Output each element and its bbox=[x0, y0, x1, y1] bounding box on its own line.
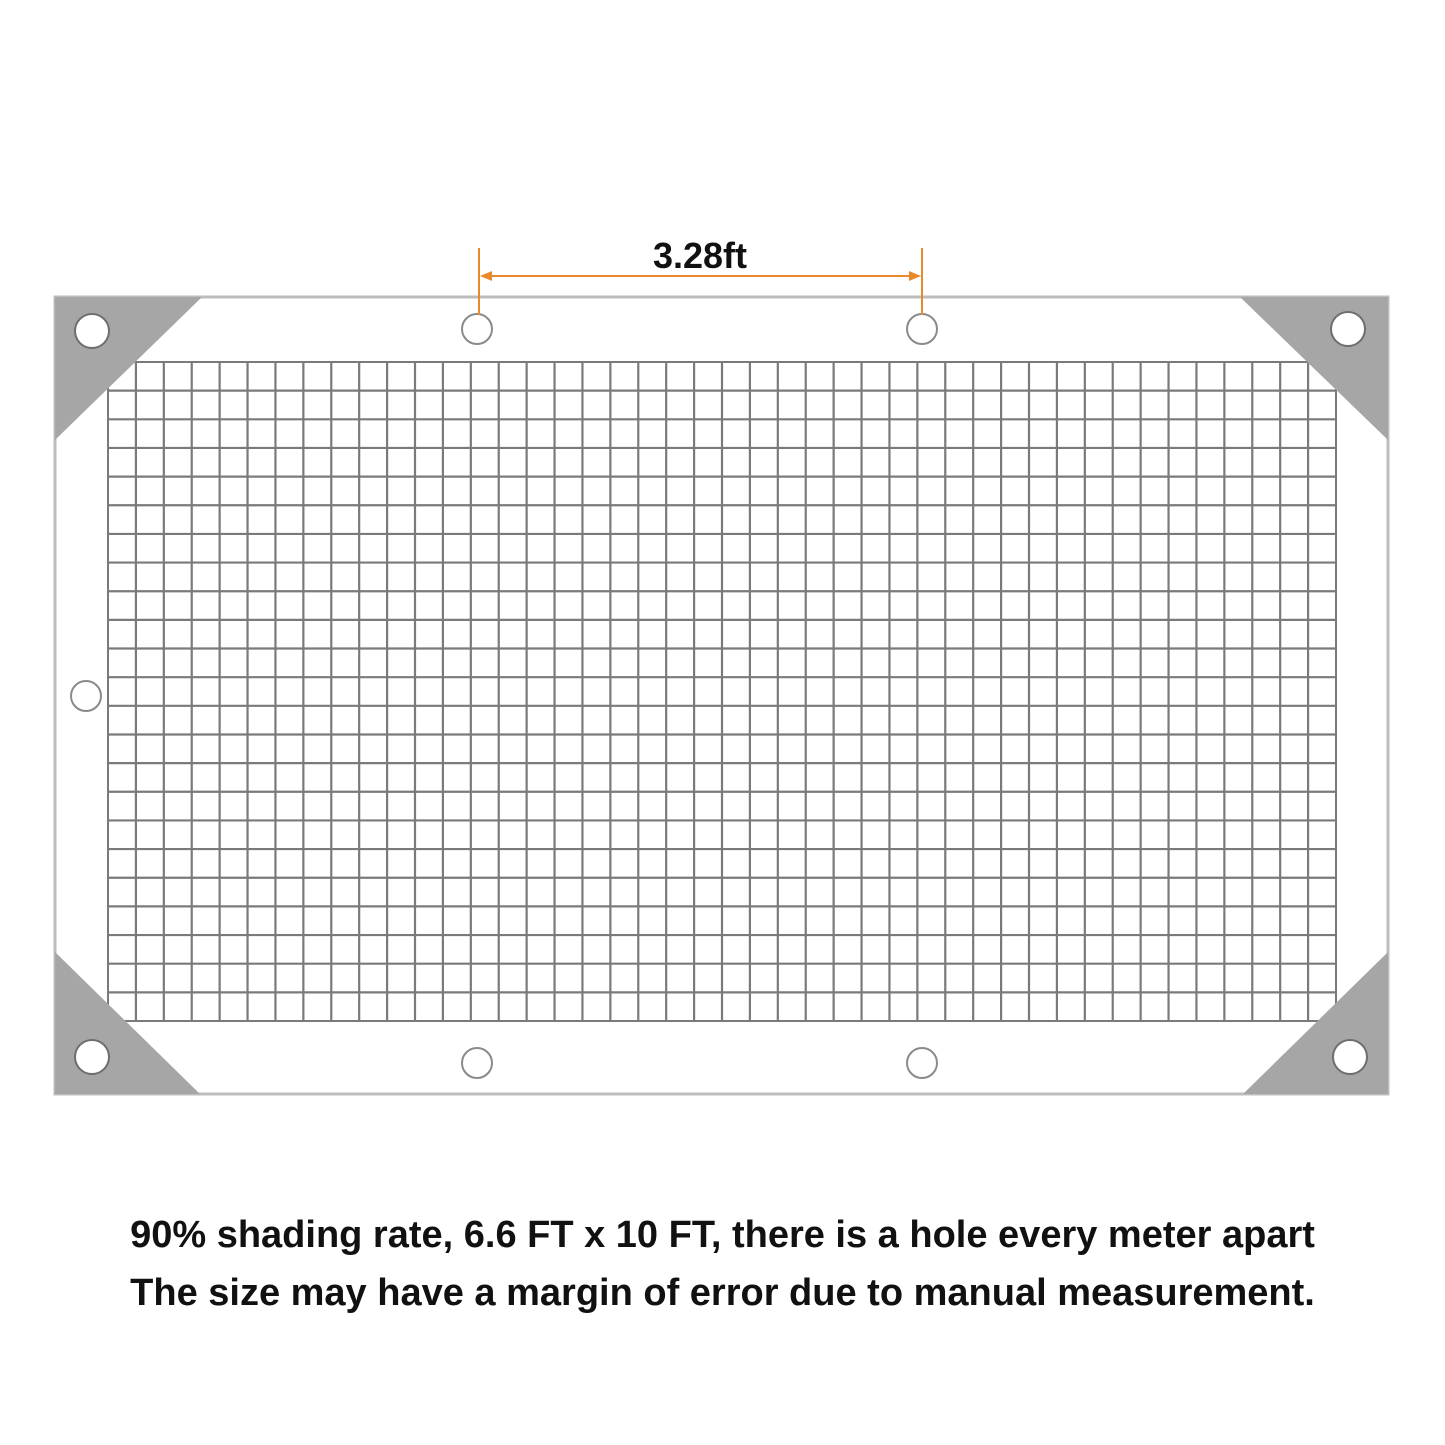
edge-grommet-bottom-2 bbox=[907, 1048, 937, 1078]
corner-grommet-top-right bbox=[1331, 312, 1365, 346]
corner-grommet-bottom-right bbox=[1333, 1040, 1367, 1074]
edge-grommet-bottom-1 bbox=[462, 1048, 492, 1078]
mesh-grid bbox=[108, 362, 1336, 1021]
edge-grommet-left bbox=[71, 681, 101, 711]
edge-grommet-top-1 bbox=[462, 314, 492, 344]
dimension-arrow-right bbox=[909, 271, 921, 281]
corner-grommet-top-left bbox=[75, 314, 109, 348]
caption-line-2: The size may have a margin of error due to manual measurement. bbox=[130, 1272, 1315, 1314]
dimension-label: 3.28ft bbox=[652, 235, 748, 276]
caption-line-1: 90% shading rate, 6.6 FT x 10 FT, there is a hole every meter apart bbox=[130, 1214, 1315, 1256]
dimension-arrow-left bbox=[480, 271, 492, 281]
edge-grommet-top-2 bbox=[907, 314, 937, 344]
corner-grommet-bottom-left bbox=[75, 1040, 109, 1074]
